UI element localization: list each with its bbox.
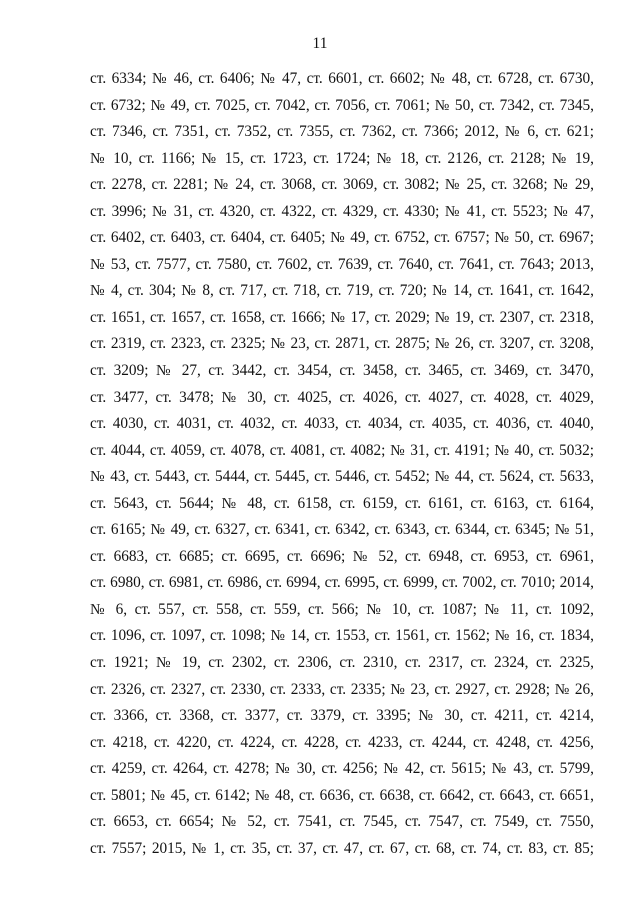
text-line: ст. 6653, ст. 6654; № 52, ст. 7541, ст. 7545, ст. 7547, ст. 7549, ст. 7550, xyxy=(90,813,594,831)
text-line: ст. 4218, ст. 4220, ст. 4224, ст. 4228, ст. 4233, ст. 4244, ст. 4248, ст. 4256, xyxy=(90,733,594,751)
body-text xyxy=(90,66,594,862)
text-line: № 4, ст. 304; № 8, ст. 717, ст. 718, ст. 719, ст. 720; № 14, ст. 1641, ст. 1642, xyxy=(90,282,594,300)
text-line: ст. 4030, ст. 4031, ст. 4032, ст. 4033, ст. 4034, ст. 4035, ст. 4036, ст. 4040, xyxy=(90,415,594,433)
text-line: ст. 7557; 2015, № 1, ст. 35, ст. 37, ст. 47, ст. 67, ст. 68, ст. 74, ст. 83, ст. 85; xyxy=(90,839,594,857)
text-line: ст. 2278, ст. 2281; № 24, ст. 3068, ст. 3069, ст. 3082; № 25, ст. 3268; № 29, xyxy=(90,176,594,194)
text-line: ст. 7346, ст. 7351, ст. 7352, ст. 7355, ст. 7362, ст. 7366; 2012, № 6, ст. 621; xyxy=(90,123,594,141)
text-line: ст. 6732; № 49, ст. 7025, ст. 7042, ст. 7056, ст. 7061; № 50, ст. 7342, ст. 7345, xyxy=(90,96,594,114)
text-line: ст. 3366, ст. 3368, ст. 3377, ст. 3379, ст. 3395; № 30, ст. 4211, ст. 4214, xyxy=(90,707,594,725)
text-line: ст. 6980, ст. 6981, ст. 6986, ст. 6994, ст. 6995, ст. 6999, ст. 7002, ст. 7010; 2014, xyxy=(90,574,594,592)
page-number: 11 xyxy=(312,35,328,52)
text-line: ст. 5801; № 45, ст. 6142; № 48, ст. 6636, ст. 6638, ст. 6642, ст. 6643, ст. 6651, xyxy=(90,786,594,804)
text-line: № 53, ст. 7577, ст. 7580, ст. 7602, ст. 7639, ст. 7640, ст. 7641, ст. 7643; 2013, xyxy=(90,255,594,273)
text-line: ст. 3996; № 31, ст. 4320, ст. 4322, ст. 4329, ст. 4330; № 41, ст. 5523; № 47, xyxy=(90,202,594,220)
text-line: ст. 5643, ст. 5644; № 48, ст. 6158, ст. 6159, ст. 6161, ст. 6163, ст. 6164, xyxy=(90,494,594,512)
text-line: ст. 6165; № 49, ст. 6327, ст. 6341, ст. 6342, ст. 6343, ст. 6344, ст. 6345; № 51, xyxy=(90,521,594,539)
text-line: ст. 2319, ст. 2323, ст. 2325; № 23, ст. 2871, ст. 2875; № 26, ст. 3207, ст. 3208, xyxy=(90,335,594,353)
text-line: ст. 6334; № 46, ст. 6406; № 47, ст. 6601, ст. 6602; № 48, ст. 6728, ст. 6730, xyxy=(90,70,594,87)
text-line: ст. 1921; № 19, ст. 2302, ст. 2306, ст. 2310, ст. 2317, ст. 2324, ст. 2325, xyxy=(90,654,594,672)
text-line: ст. 4259, ст. 4264, ст. 4278; № 30, ст. 4256; № 42, ст. 5615; № 43, ст. 5799, xyxy=(90,760,594,778)
text-line: № 6, ст. 557, ст. 558, ст. 559, ст. 566; № 10, ст. 1087; № 11, ст. 1092, xyxy=(90,600,594,618)
text-line: № 10, ст. 1166; № 15, ст. 1723, ст. 1724; № 18, ст. 2126, ст. 2128; № 19, xyxy=(90,149,594,167)
text-line: ст. 6683, ст. 6685; ст. 6695, ст. 6696; № 52, ст. 6948, ст. 6953, ст. 6961, xyxy=(90,547,594,565)
text-line: ст. 3477, ст. 3478; № 30, ст. 4025, ст. 4026, ст. 4027, ст. 4028, ст. 4029, xyxy=(90,388,594,406)
text-line: ст. 1096, ст. 1097, ст. 1098; № 14, ст. 1553, ст. 1561, ст. 1562; № 16, ст. 1834, xyxy=(90,627,594,645)
text-line: ст. 1651, ст. 1657, ст. 1658, ст. 1666; № 17, ст. 2029; № 19, ст. 2307, ст. 2318, xyxy=(90,308,594,326)
text-line: ст. 6402, ст. 6403, ст. 6404, ст. 6405; № 49, ст. 6752, ст. 6757; № 50, ст. 6967; xyxy=(90,229,594,247)
text-line: ст. 3209; № 27, ст. 3442, ст. 3454, ст. 3458, ст. 3465, ст. 3469, ст. 3470, xyxy=(90,362,594,380)
text-line: ст. 2326, ст. 2327, ст. 2330, ст. 2333, ст. 2335; № 23, ст. 2927, ст. 2928; № 26, xyxy=(90,680,594,698)
text-line: ст. 4044, ст. 4059, ст. 4078, ст. 4081, ст. 4082; № 31, ст. 4191; № 40, ст. 5032; xyxy=(90,441,594,459)
text-line: № 43, ст. 5443, ст. 5444, ст. 5445, ст. 5446, ст. 5452; № 44, ст. 5624, ст. 5633, xyxy=(90,468,594,486)
